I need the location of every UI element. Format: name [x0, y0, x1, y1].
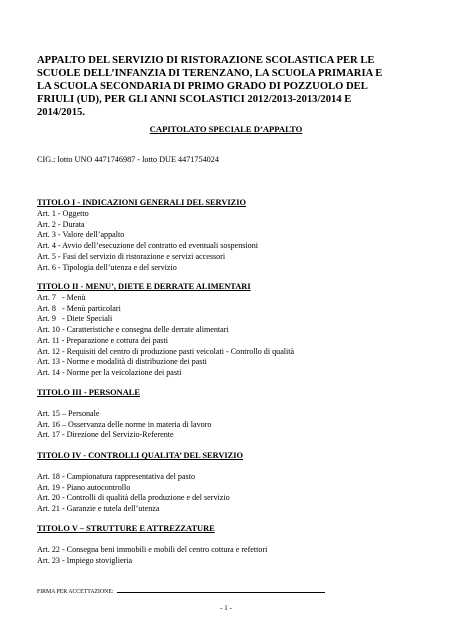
- list-item: Art. 11 - Preparazione e cottura dei pasti: [37, 335, 168, 345]
- title-line-1: APPALTO DEL SERVIZIO DI RISTORAZIONE SCOLASTICA PER LE: [37, 55, 375, 66]
- list-item: Art. 2 - Durata: [37, 219, 85, 229]
- list-item: Art. 15 – Personale: [37, 409, 100, 418]
- title-line-2: SCUOLE DELL’INFANZIA DI TERENZANO, LA SCUOLA PRIMARIA E: [37, 68, 383, 80]
- article-list-2: [37, 293, 294, 379]
- article-list-1: [37, 209, 258, 273]
- section-title-4: TITOLO IV - CONTROLLI QUALITA’ DEL SERVIZIO: [37, 451, 244, 460]
- article-list-5: [37, 545, 267, 566]
- list-item: Art. 13 - Norme e modalità di distribuzione dei pasti: [37, 357, 207, 367]
- title-line-5: 2014/2015.: [37, 107, 85, 119]
- list-item: Art. 7 - Menù: [37, 293, 86, 302]
- document-subtitle: CAPITOLATO SPECIALE D’APPALTO: [149, 124, 303, 134]
- document-title: [37, 54, 415, 119]
- list-item: Art. 19 - Piano autocontrollo: [37, 482, 131, 492]
- section-title-3: TITOLO III - PERSONALE: [37, 388, 140, 397]
- list-item: Art. 12 - Requisiti del centro di produzione pasti veicolati - Controllo di qualità: [37, 346, 295, 356]
- list-item: Art. 1 - Oggetto: [37, 209, 89, 218]
- section-title-1: TITOLO I - INDICAZIONI GENERALI DEL SERVIZIO: [37, 198, 246, 207]
- list-item: Art. 9 - Diete Speciali: [37, 314, 113, 324]
- article-list-3: [37, 409, 211, 441]
- title-line-3: LA SCUOLA SECONDARIA DI PRIMO GRADO DI POZZUOLO DEL: [37, 81, 368, 93]
- cig-codes: CIG.: lotto UNO 4471746987 - lotto DUE 4471754024: [37, 155, 219, 164]
- signature-line: [117, 587, 325, 593]
- list-item: Art. 16 – Osservanza delle norme in materia di lavoro: [37, 419, 212, 429]
- list-item: Art. 6 - Tipologia dell’utenza e del servizio: [37, 262, 177, 272]
- signature-label: FIRMA PER ACCETTAZIONE:: [37, 589, 114, 595]
- section-title-5: TITOLO V – STRUTTURE E ATTREZZATURE: [37, 524, 215, 533]
- page-number: - 1 -: [220, 604, 232, 612]
- article-list-4: [37, 472, 230, 515]
- list-item: Art. 20 - Controlli di qualità della produzione e del servizio: [37, 493, 230, 503]
- list-item: Art. 17 - Direzione del Servizio-Referente: [37, 430, 174, 440]
- list-item: Art. 21 - Garanzie e tutela dell’utenza: [37, 504, 160, 514]
- list-item: Art. 5 - Fasi del servizio di ristorazione e servizi accessori: [37, 251, 226, 261]
- title-line-4: FRIULI (UD), PER GLI ANNI SCOLASTICI 2012/2013-2013/2014 E: [37, 94, 352, 106]
- list-item: Art. 10 - Caratteristiche e consegna delle derrate alimentari: [37, 325, 229, 335]
- list-item: Art. 4 - Avvio dell’esecuzione del contratto ed eventuali sospensioni: [37, 241, 259, 251]
- list-item: Art. 8 - Menù particolari: [37, 303, 121, 313]
- list-item: Art. 22 - Consegna beni immobili e mobili del centro cottura e refettori: [37, 545, 268, 554]
- list-item: Art. 18 - Campionatura rappresentativa del pasto: [37, 472, 196, 481]
- list-item: Art. 23 - Impiego stoviglieria: [37, 555, 133, 565]
- signature-acceptance: [37, 587, 325, 595]
- section-title-2: TITOLO II - MENU’, DIETE E DERRATE ALIMENTARI: [37, 282, 251, 291]
- list-item: Art. 3 - Valore dell’appalto: [37, 230, 125, 240]
- list-item: Art. 14 - Norme per la veicolazione dei pasti: [37, 367, 182, 377]
